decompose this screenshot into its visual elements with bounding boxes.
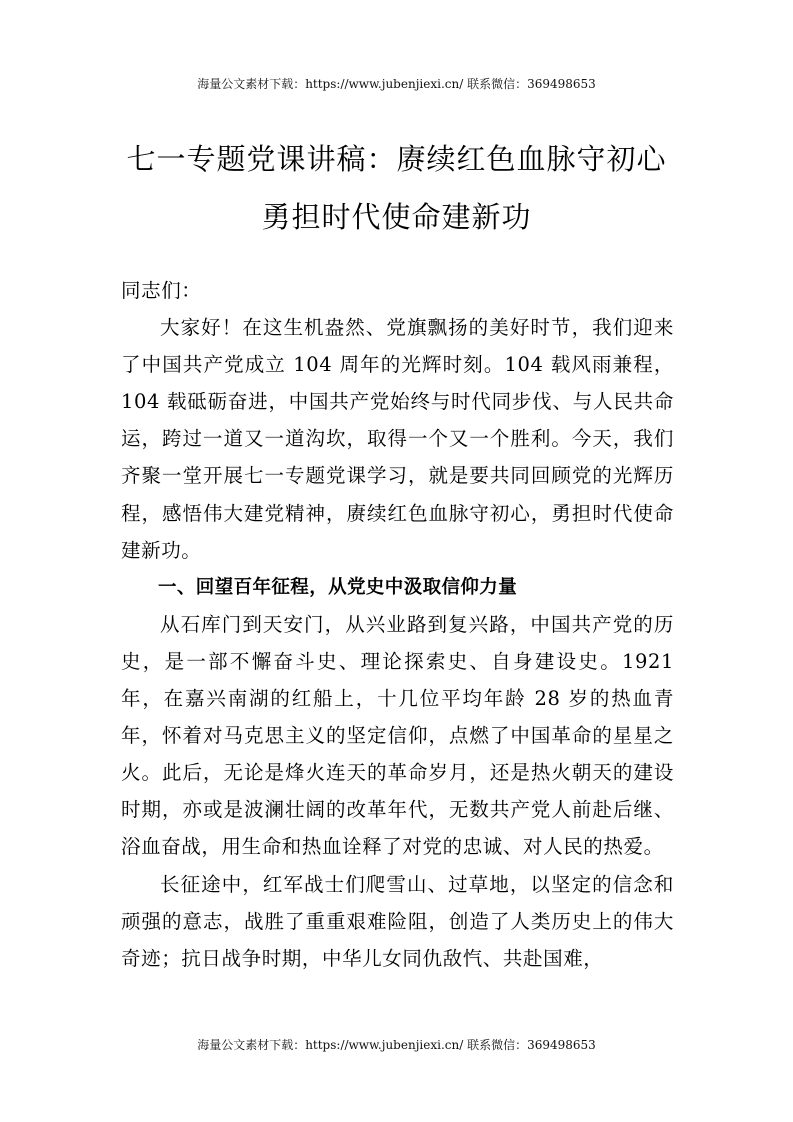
- section-1-heading: 一、回望百年征程，从党史中汲取信仰力量: [158, 576, 518, 598]
- paragraph-1: 大家好！在这生机盎然、党旗飘扬的美好时节，我们迎来了中国共产党成立 104 周年的光辉时刻。104 载风雨兼程，104 载砥砺奋进，中国共产党始终与时代同步伐、与人民共命运，跨过一道又一道沟坎，取得一个又一个胜利。今天，我们齐聚一堂开展七一专题党课学习，就是要共同回顾党的光辉历程，感悟伟大建党精神，赓续红色血脉守初心，勇担时代使命建新功。: [121, 316, 674, 562]
- salutation: 同志们：: [121, 279, 202, 302]
- document-title: [90, 130, 703, 246]
- paragraph-3: 长征途中，红军战士们爬雪山、过草地，以坚定的信念和顽强的意志，战胜了重重艰难险阻，创造了人类历史上的伟大奇迹；抗日战争时期，中华儿女同仇敌忾、共赴国难，: [121, 872, 674, 970]
- document-body: [121, 272, 674, 977]
- paragraph-2: 从石库门到天安门，从兴业路到复兴路，中国共产党的历史，是一部不懈奋斗史、理论探索史、自身建设史。1921 年，在嘉兴南湖的红船上，十几位平均年龄 28 岁的热血青年，怀着对马克思主义的坚定信仰，点燃了中国革命的星星之火。此后，无论是烽火连天的革命岁月，还是热火朝天的建设时期，亦或是波澜壮阔的改革年代，无数共产党人前赴后继、浴血奋战，用生命和热血诠释了对党的忠诚、对人民的热爱。: [121, 612, 674, 859]
- page-header: 海量公文素材下载：https://www.jubenjiexi.cn/ 联系微信：369498653: [197, 77, 596, 91]
- title-line-1: 七一专题党课讲稿：赓续红色血脉守初心: [126, 142, 667, 176]
- page-footer: 海量公文素材下载：https://www.jubenjiexi.cn/ 联系微信：369498653: [197, 1038, 596, 1052]
- title-line-2: 勇担时代使命建新功: [261, 200, 532, 234]
